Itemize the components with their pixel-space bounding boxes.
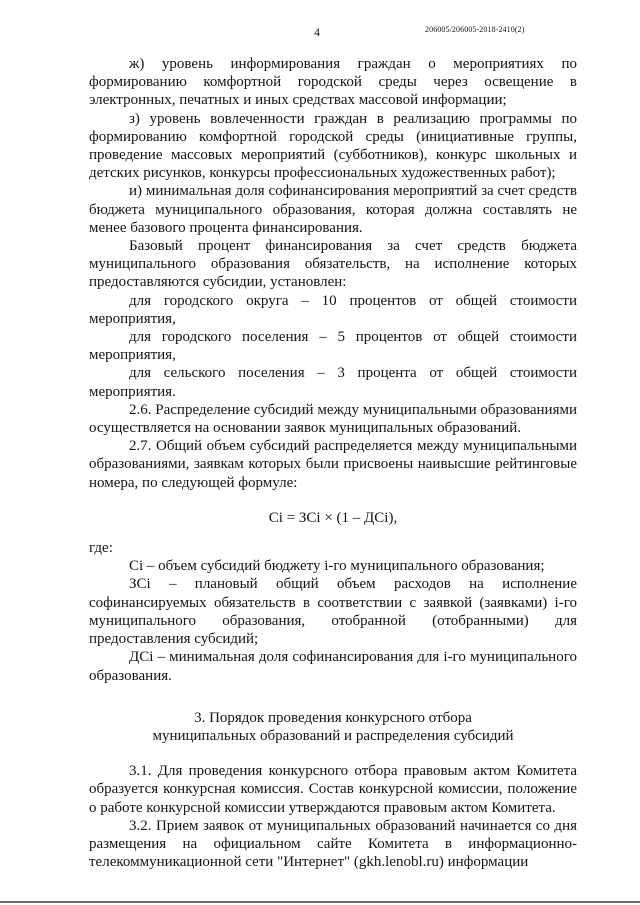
body-text: [89, 55, 577, 871]
paragraph-rural-settlement: для сельского поселения – 3 процента от общей стоимости мероприятия.: [89, 365, 577, 400]
paragraph-i: и) минимальная доля софинансирования мероприятий за счет средств бюджета муниципального образования, которая должна составлять не менее базового процента финансирования.: [89, 183, 577, 236]
paragraph-city-district: для городского округа – 10 процентов от общей стоимости мероприятия,: [89, 292, 577, 327]
definition-dci: ДСi – минимальная доля софинансирования для i-го муниципального образования.: [89, 649, 577, 684]
subsidy-formula: Сi = ЗСi × (1 – ДСi),: [268, 509, 398, 526]
paragraph-base-percent: Базовый процент финансирования за счет средств бюджета муниципального образования обязательств, на исполнение которых предоставляются субсидии, установлен:: [89, 238, 577, 291]
definition-zci: ЗСi – плановый общий объем расходов на исполнение софинансируемых обязательств в соответствии с заявкой (заявками) i-го муниципального образования, отобранной (отобранными) для предоставления субсидий;: [89, 576, 577, 648]
section-3-heading-line2: муниципальных образований и распределения субсидий: [152, 727, 514, 744]
bottom-edge-line: [0, 901, 640, 903]
where-label: где:: [89, 540, 113, 557]
paragraph-2-7: 2.7. Общий объем субсидий распределяется между муниципальными образованиями, заявкам которых были присвоены наивысшие рейтинговые номера, по следующей формуле:: [89, 438, 577, 491]
paragraph-3-1: 3.1. Для проведения конкурсного отбора правовым актом Комитета образуется конкурсная комиссия. Состав конкурсной комиссии, положение о работе конкурсной комиссии утверждаются правовым актом Комитета.: [89, 763, 577, 816]
paragraph-z: з) уровень вовлеченности граждан в реализацию программы по формированию комфортной городской среды (инициативные группы, проведение массовых мероприятий (субботников), конкурс школьных и детских рисунков, конкурсы профессиональных художественных работ);: [89, 110, 577, 182]
paragraph-3-2: 3.2. Прием заявок от муниципальных образований начинается со дня размещения на официальном сайте Комитета в информационно-телекоммуникационной сети "Интернет" (gkh.lenobl.ru) информации: [89, 817, 577, 871]
page-number: 4: [314, 25, 320, 39]
paragraph-zh: ж) уровень информирования граждан о мероприятиях по формированию комфортной городской среды через освещение в электронных, печатных и иных средствах массовой информации;: [89, 56, 577, 109]
definition-ci: Сi – объем субсидий бюджету i-го муниципального образования;: [129, 558, 545, 575]
section-3-heading-line1: 3. Порядок проведения конкурсного отбора: [194, 709, 472, 726]
paragraph-2-6: 2.6. Распределение субсидий между муниципальными образованиями осуществляется на основании заявок муниципальных образований.: [89, 401, 577, 437]
document-code: 206005/206005-2018-2410(2): [425, 25, 525, 34]
paragraph-urban-settlement: для городского поселения – 5 процентов от общей стоимости мероприятия,: [89, 329, 577, 364]
